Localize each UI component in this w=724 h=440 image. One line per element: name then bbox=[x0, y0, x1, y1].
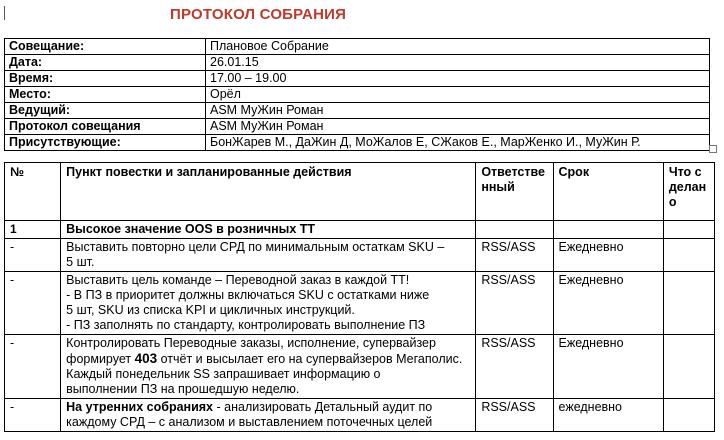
meta-value: 26.01.15 bbox=[206, 55, 710, 71]
header-done: Что сделано bbox=[663, 163, 714, 221]
row-term: Ежедневно bbox=[553, 335, 663, 399]
row-number: - bbox=[5, 399, 61, 432]
meeting-info-table bbox=[4, 38, 710, 151]
row-action bbox=[61, 272, 476, 335]
action-line: - В ПЗ в приоритет должны включаться SKU с остатками ниже bbox=[66, 288, 430, 302]
meta-label: Время: bbox=[5, 71, 206, 87]
document-title: ПРОТОКОЛ СОБРАНИЯ bbox=[170, 6, 347, 23]
table-row bbox=[5, 272, 715, 335]
header-number: № bbox=[5, 163, 61, 221]
row-term: Ежедневно bbox=[553, 272, 663, 335]
action-text: Контролировать Переводные заказы, исполнение, супервайзер формирует bbox=[66, 336, 436, 366]
meta-row bbox=[5, 39, 710, 55]
row-owner: RSS/ASS bbox=[476, 239, 553, 272]
row-action bbox=[61, 335, 476, 399]
header-owner: Ответственный bbox=[476, 163, 553, 221]
agenda-header-row bbox=[5, 163, 715, 221]
section-number: 1 bbox=[5, 221, 61, 239]
action-line: выполнении ПЗ на прошедшую неделю. bbox=[66, 382, 300, 396]
section-title: Высокое значение OOS в розничных ТТ bbox=[61, 221, 476, 239]
action-text: отчёт и высылает его на супервайзеров Мегаполис. bbox=[160, 352, 463, 366]
meta-label: Совещание: bbox=[5, 39, 206, 55]
action-line bbox=[66, 336, 470, 367]
header-term: Срок bbox=[553, 163, 663, 221]
report-number: 403 bbox=[134, 351, 158, 366]
meta-value: Орёл bbox=[206, 87, 710, 103]
meta-label: Протокол совещания bbox=[5, 119, 206, 135]
row-number: - bbox=[5, 335, 61, 399]
meta-label: Место: bbox=[5, 87, 206, 103]
action-line: каждому СРД – с анализом и выставлением поточечных целей bbox=[66, 415, 433, 429]
empty-cell bbox=[663, 221, 714, 239]
action-line: - ПЗ заполнять по стандарту, контролировать выполнение ПЗ bbox=[66, 318, 426, 332]
action-bold-lead: На утренних собраниях bbox=[66, 400, 214, 414]
action-line: 5 шт. bbox=[66, 255, 95, 269]
header-item: Пункт повестки и запланированные действия bbox=[61, 163, 476, 221]
row-action bbox=[61, 239, 476, 272]
table-row bbox=[5, 399, 715, 432]
meta-row bbox=[5, 135, 710, 151]
table-row bbox=[5, 239, 715, 272]
meta-value: 17.00 – 19.00 bbox=[206, 71, 710, 87]
row-owner: RSS/ASS bbox=[476, 399, 553, 432]
meta-row bbox=[5, 55, 710, 71]
meta-label: Присутствующие: bbox=[5, 135, 206, 151]
meta-label: Дата: bbox=[5, 55, 206, 71]
meta-value: ASM МуЖин Роман bbox=[206, 103, 710, 119]
meta-value: Плановое Собрание bbox=[206, 39, 710, 55]
action-line: Выставить повторно цели СРД по минимальным остаткам SKU – bbox=[66, 240, 445, 254]
action-text: - анализировать Детальный аудит по bbox=[216, 400, 433, 414]
meta-row bbox=[5, 71, 710, 87]
row-action bbox=[61, 399, 476, 432]
empty-cell bbox=[553, 221, 663, 239]
action-line: Выставить цель команде – Переводной заказ в каждой ТТ! bbox=[66, 273, 410, 287]
action-line: 5 шт, SKU из списка KPI и цикличных инструкций. bbox=[66, 303, 355, 317]
empty-cell bbox=[476, 221, 553, 239]
table-anchor-handle[interactable] bbox=[709, 145, 717, 153]
row-owner: RSS/ASS bbox=[476, 335, 553, 399]
section-row bbox=[5, 221, 715, 239]
action-line bbox=[66, 400, 470, 415]
row-owner: RSS/ASS bbox=[476, 272, 553, 335]
meta-row bbox=[5, 103, 710, 119]
agenda-table bbox=[4, 162, 715, 432]
row-number: - bbox=[5, 272, 61, 335]
meta-row bbox=[5, 119, 710, 135]
text-cursor bbox=[4, 6, 5, 20]
table-row bbox=[5, 335, 715, 399]
action-line: Каждый понедельник SS запрашивает информацию о bbox=[66, 367, 381, 381]
row-done bbox=[663, 239, 714, 272]
row-done bbox=[663, 335, 714, 399]
meta-value: БонЖарев М., ДаЖин Д, МоЖалов Е, СЖаков Е., МарЖенко И., МуЖин Р. bbox=[206, 135, 710, 151]
row-number: - bbox=[5, 239, 61, 272]
meta-row bbox=[5, 87, 710, 103]
row-term: ежедневно bbox=[553, 399, 663, 432]
row-done bbox=[663, 272, 714, 335]
row-done bbox=[663, 399, 714, 432]
row-term: Ежедневно bbox=[553, 239, 663, 272]
meta-value: ASM МуЖин Роман bbox=[206, 119, 710, 135]
meta-label: Ведущий: bbox=[5, 103, 206, 119]
